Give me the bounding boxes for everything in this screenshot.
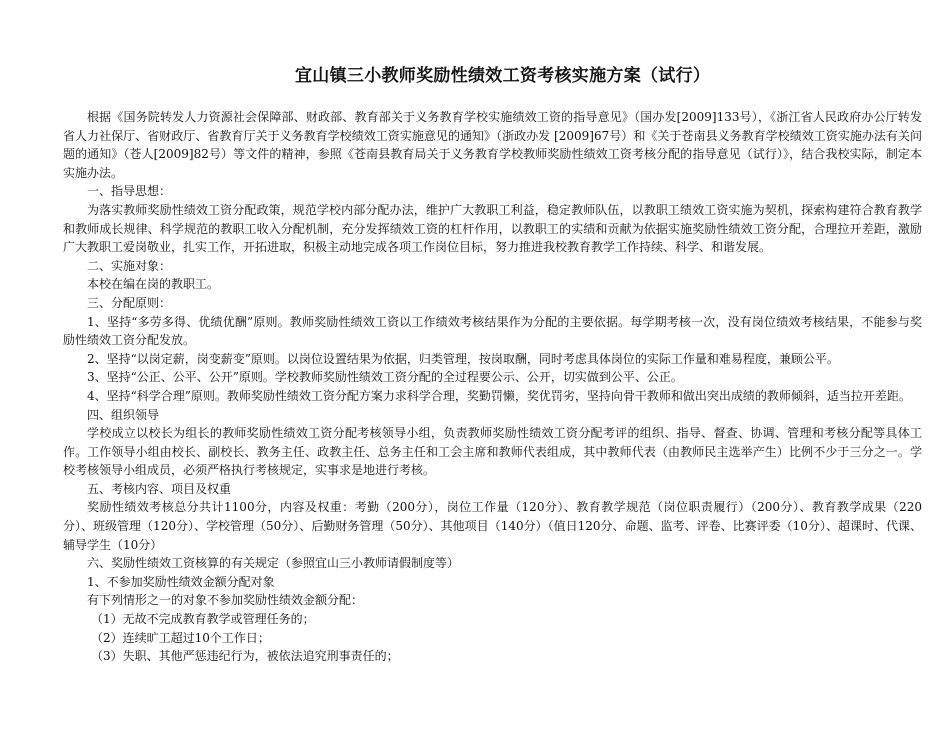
rules-item-1: （1）无故不完成教育教学或管理任务的；	[91, 612, 315, 627]
rules-intro: 有下列情形之一的对象不参加奖励性绩效金额分配：	[87, 593, 364, 608]
principle-item-4: 4、坚持“科学合理”原则。教师奖励性绩效工资分配方案力求科学合理，奖勤罚懒，奖优罚劣，坚持向骨干教师和做出突出成绩的教师倾斜，适当拉开差距。	[87, 388, 911, 403]
assessment-paragraph: 奖励性绩效考核总分共计1100分，内容及权重：考勤（200分），岗位工作量（120分）、教育教学规范（岗位职责履行）（200分）、教育教学成果（220分）、班级管理（120分）、学校管理（50分）、后勤财务管理（50分）、其他项目（140分）（值日120分、命题、监考、评卷、比赛评委（10分）、超课时、代课、辅导学生（10分）	[63, 500, 922, 552]
section-heading-leadership: 四、组织领导	[87, 407, 160, 422]
section-heading-principles: 三、分配原则：	[87, 295, 172, 310]
principle-item-3: 3、坚持“公正、公平、公开”原则。学校教师奖励性绩效工资分配的全过程要公示、公开，切实做到公平、公正。	[87, 370, 683, 385]
document-body	[63, 108, 922, 666]
target-paragraph: 本校在编在岗的教职工。	[87, 277, 220, 292]
preamble-paragraph: 根据《国务院转发人力资源社会保障部、财政部、教育部关于义务教育学校实施绩效工资的指导意见》（国办发[2009]133号），《浙江省人民政府办公厅转发省人力社保厅、省财政厅、省教育厅关于义务教育学校绩效工资实施意见的通知》（浙政办发 [2009]67号）和《关于苍南县义务教育学校绩效工资实施办法有关问题的通知》（苍人[2009]82号）等文件的精神，参照《苍南县教育局关于义务教育学校教师奖励性绩效工资考核分配的指导意见（试行）》，结合我校实际，制定本实施办法。	[63, 110, 922, 180]
rules-item-3: （3）失职、其他严惩违纪行为，被依法追究刑事责任的；	[91, 649, 399, 664]
principle-item-1: 1、坚持“多劳多得、优绩优酬”原则。教师奖励性绩效工资以工作绩效考核结果作为分配的主要依据。每学期考核一次，没有岗位绩效考核结果，不能参与奖励性绩效工资分配发放。	[63, 314, 922, 348]
section-heading-assessment: 五、考核内容、项目及权重	[87, 481, 232, 496]
section-heading-rules: 六、奖励性绩效工资核算的有关规定（参照宜山三小教师请假制度等）	[87, 556, 460, 571]
section-heading-guiding-ideas: 一、指导思想：	[87, 184, 172, 199]
rules-item-2: （2）连续旷工超过10个工作日；	[91, 630, 270, 645]
rules-subheading-1: 1、不参加奖励性绩效金额分配对象	[87, 574, 275, 589]
leadership-paragraph: 学校成立以校长为组长的教师奖励性绩效工资分配考核领导小组，负责教师奖励性绩效工资分配考评的组织、指导、督查、协调、管理和考核分配等具体工作。工作领导小组由校长、副校长、教务主任、政教主任、总务主任和工会主席和教师代表组成，其中教师代表（由教师民主选举产生）比例不少于三分之一。学校考核领导小组成员，必须严格执行考核规定，实事求是地进行考核。	[63, 426, 922, 478]
guiding-ideas-paragraph: 为落实教师奖励性绩效工资分配政策，规范学校内部分配办法，维护广大教职工利益，稳定教师队伍，以教职工绩效工资实施为契机，探索构建符合教育教学和教师成长规律、科学规范的教职工收入分配机制，充分发挥绩效工资的杠杆作用，以教职工的实绩和贡献为依据实施奖励性绩效工资分配，合理拉开差距，激励广大教职工爱岗敬业，扎实工作，开拓进取，积极主动地完成各项工作岗位目标，努力推进我校教育教学工作持续、科学、和谐发展。	[63, 202, 922, 255]
principle-item-2: 2、坚持“以岗定薪，岗变薪变”原则。以岗位设置结果为依据，归类管理，按岗取酬，同时考虑具体岗位的实际工作量和难易程度，兼顾公平。	[87, 351, 839, 366]
section-heading-target: 二、实施对象：	[87, 258, 172, 273]
document-title: 宜山镇三小教师奖励性绩效工资考核实施方案（试行）	[295, 66, 711, 86]
document-page	[0, 66, 950, 738]
